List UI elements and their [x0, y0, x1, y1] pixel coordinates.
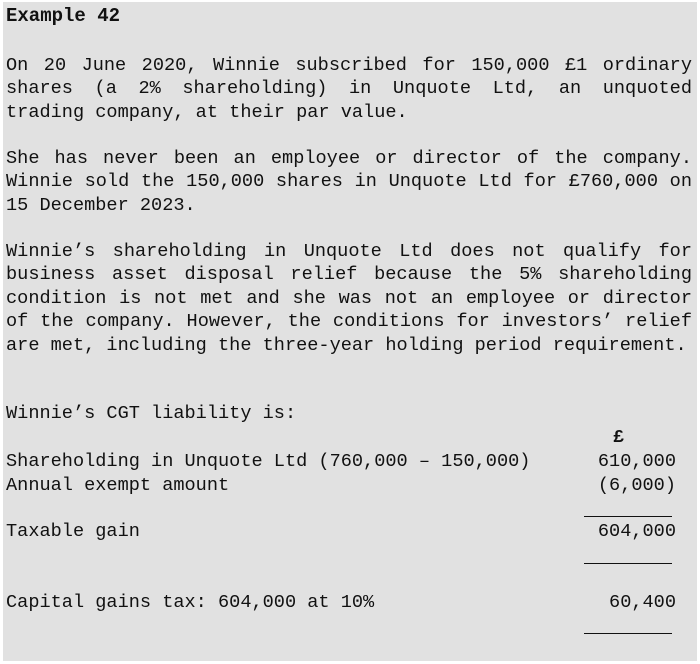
paragraph-subscription: On 20 June 2020, Winnie subscribed for 150,000 £1 ordinary shares (a 2% shareholding) in Unquote Ltd, an unquoted trading company, at their par value. — [6, 55, 692, 123]
currency-header: £ — [613, 427, 625, 448]
computation-intro: Winnie’s CGT liability is: — [6, 403, 297, 424]
paragraph-relief: Winnie’s shareholding in Unquote Ltd does not qualify for business asset disposal relief because the 5% shareholding condition is not met and she was not an employee or director of the company. However, the conditions for investors’ relief are met, including the three-year holding period requirement. — [6, 241, 692, 356]
row-amount: 60,400 — [609, 592, 676, 613]
example-title: Example 42 — [6, 5, 121, 27]
row-label: Capital gains tax: 604,000 at 10% — [6, 592, 375, 613]
total-rule — [584, 563, 672, 564]
row-label: Taxable gain — [6, 521, 140, 542]
row-amount: 604,000 — [597, 521, 676, 542]
row-amount: 610,000 — [597, 451, 676, 472]
subtotal-rule — [584, 516, 672, 517]
final-rule — [584, 633, 672, 634]
paragraph-sale: She has never been an employee or director of the company. Winnie sold the 150,000 shares in Unquote Ltd for £760,000 on 15 December 2023. — [6, 148, 692, 216]
row-amount: (6,000) — [597, 475, 676, 496]
example-box — [3, 2, 697, 661]
row-label: Annual exempt amount — [6, 475, 230, 496]
row-label: Shareholding in Unquote Ltd (760,000 – 150,000) — [6, 451, 531, 472]
